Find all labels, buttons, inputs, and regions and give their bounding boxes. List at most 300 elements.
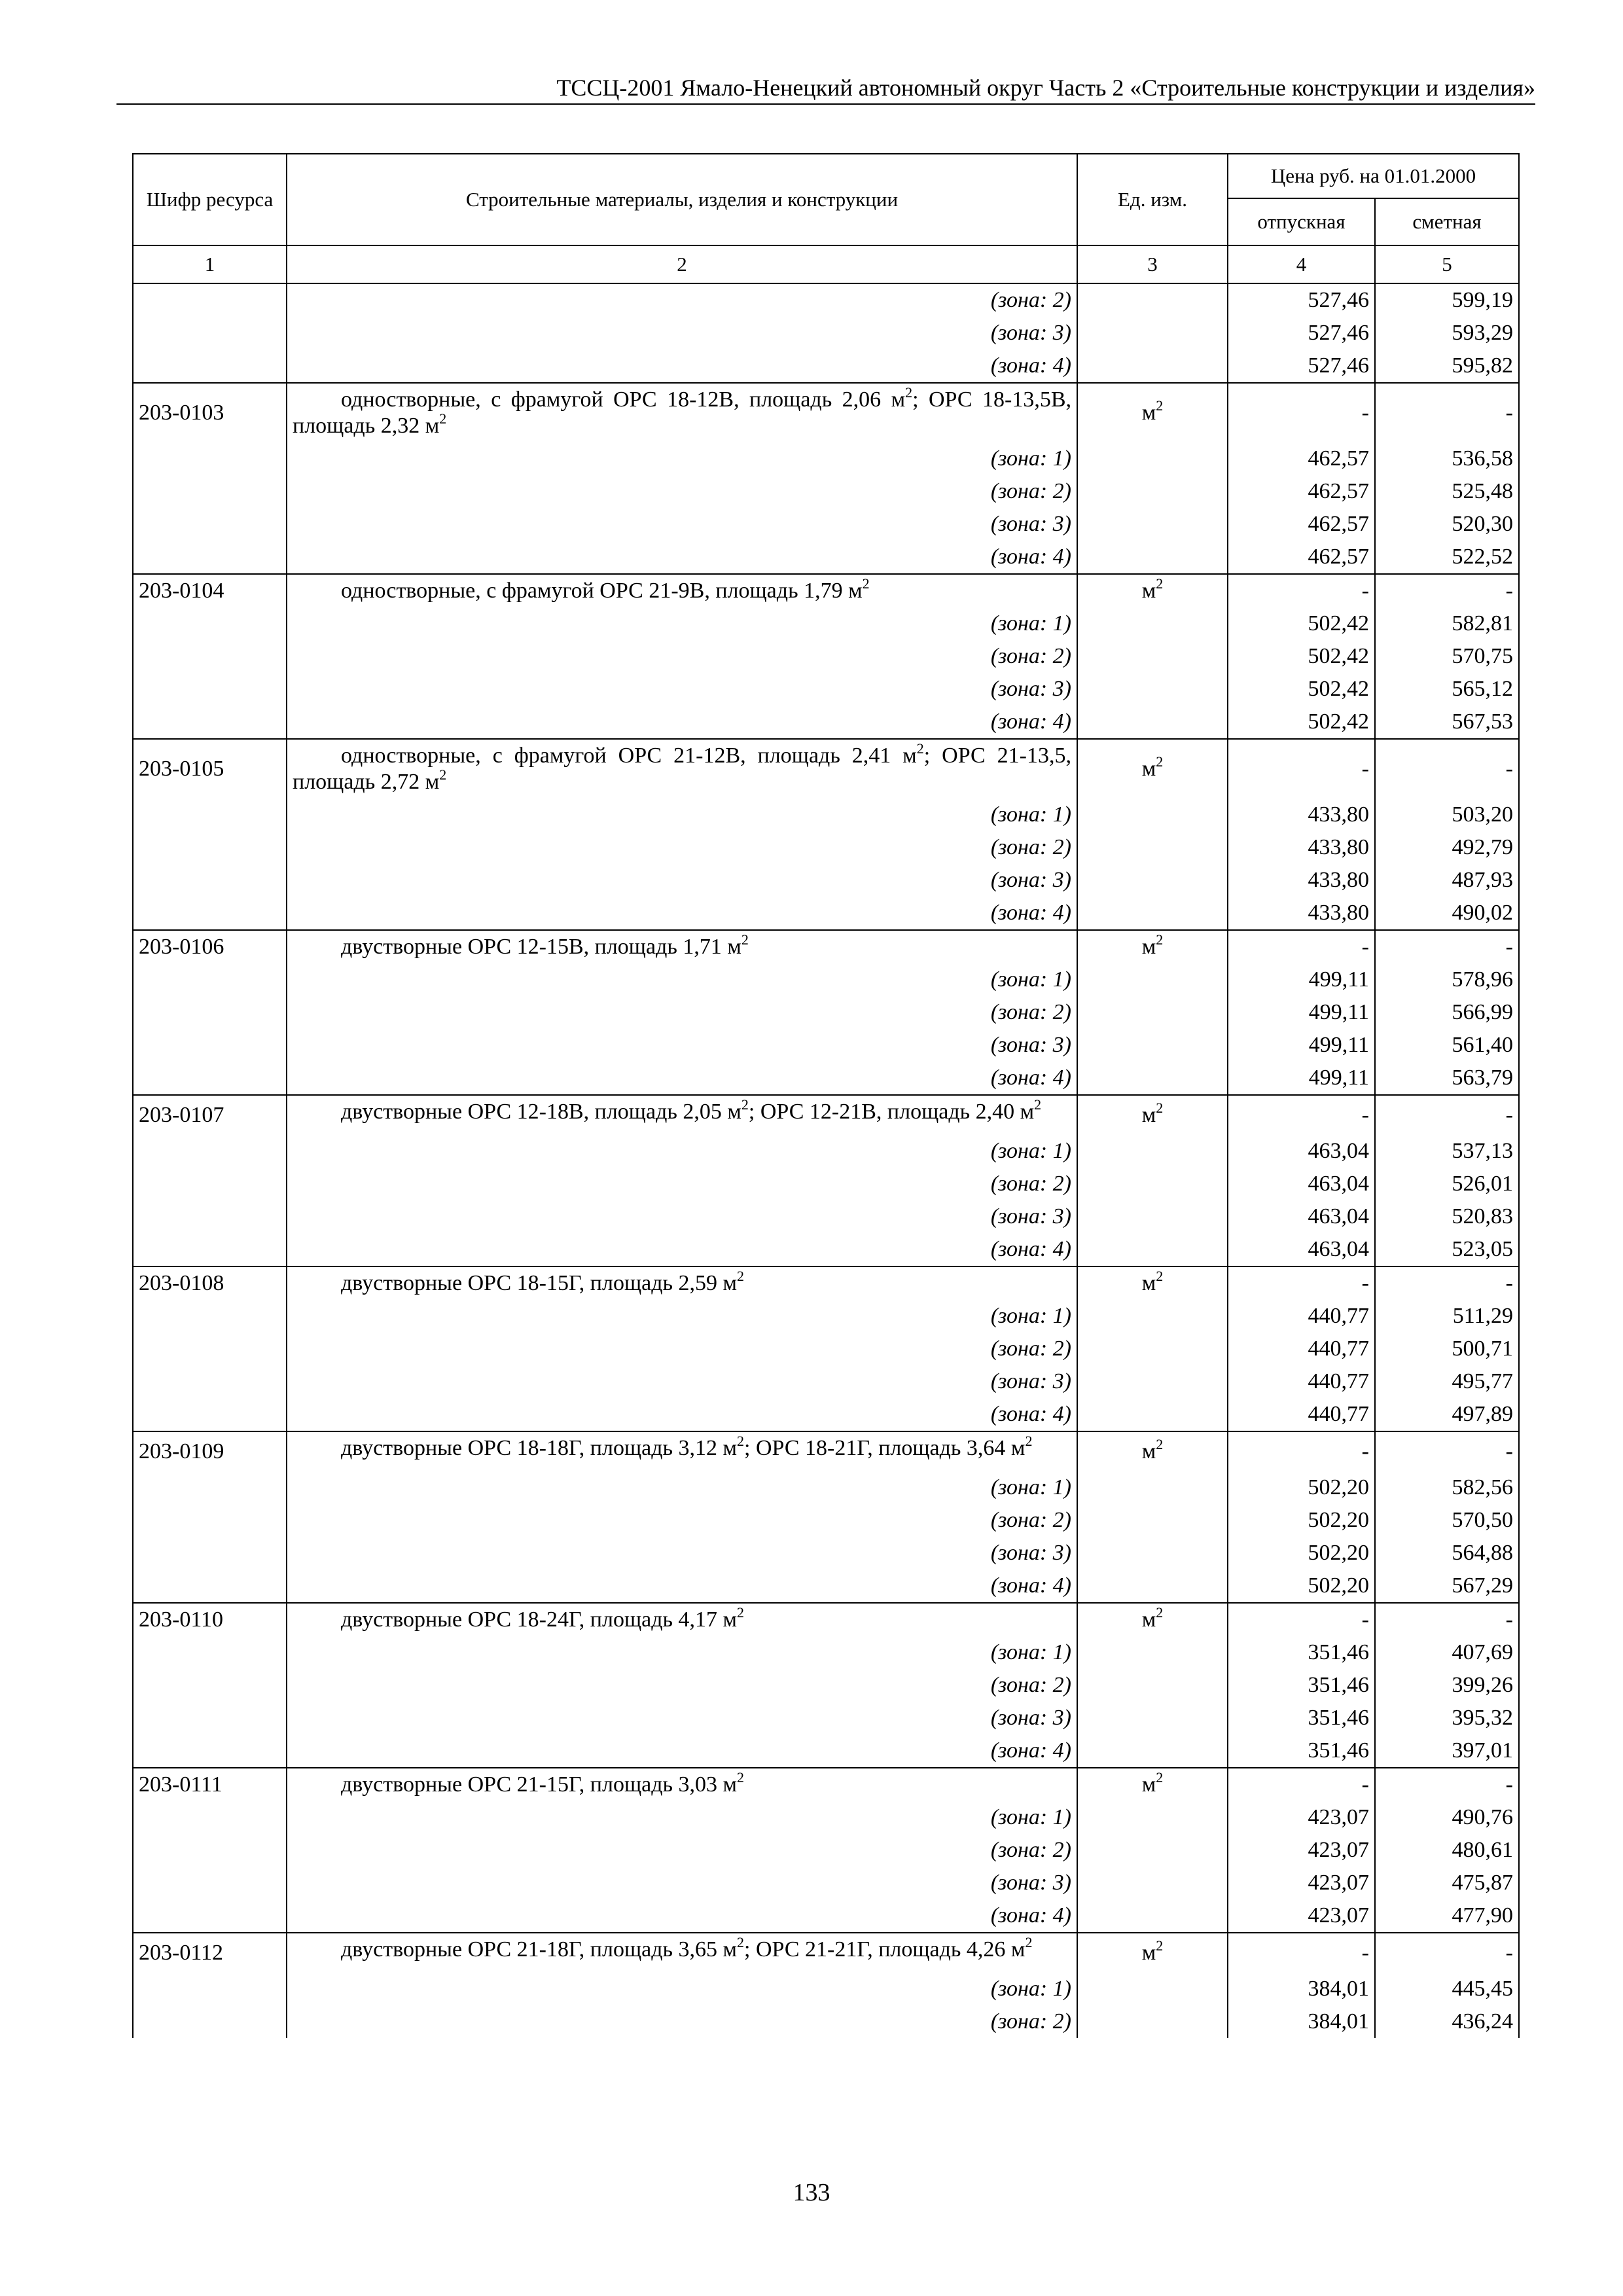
release-price: 351,46: [1228, 1702, 1375, 1734]
col-header-release: отпускная: [1228, 198, 1375, 245]
unit-superscript: 2: [1156, 1604, 1164, 1621]
estimate-price: -: [1375, 930, 1519, 963]
code-cell-empty: [133, 1029, 287, 1062]
release-price: 499,11: [1228, 1062, 1375, 1095]
zone-label: (зона: 3): [287, 317, 1077, 350]
unit-cell-empty: [1077, 317, 1228, 350]
item-description: [287, 574, 1077, 607]
zone-row: [133, 350, 1519, 383]
release-price: 462,57: [1228, 475, 1375, 508]
code-cell-empty: [133, 1398, 287, 1431]
col-number: 4: [1228, 245, 1375, 283]
zone-row: [133, 1702, 1519, 1734]
unit-cell: [1077, 1266, 1228, 1300]
unit-cell-empty: [1077, 1300, 1228, 1333]
zone-label: (зона: 3): [287, 508, 1077, 541]
unit-cell: [1077, 739, 1228, 798]
unit-text: м: [1141, 1271, 1156, 1295]
item-group: [133, 1933, 1519, 2038]
code-cell-empty: [133, 541, 287, 574]
superscript: 2: [737, 1432, 745, 1449]
zone-label: (зона: 1): [287, 442, 1077, 475]
unit-cell-empty: [1077, 1504, 1228, 1537]
unit-cell-empty: [1077, 2005, 1228, 2038]
unit-cell-empty: [1077, 442, 1228, 475]
release-price: -: [1228, 574, 1375, 607]
item-group: [133, 1095, 1519, 1266]
resource-code: 203-0111: [133, 1768, 287, 1801]
zone-row: [133, 1398, 1519, 1431]
zone-row: [133, 640, 1519, 673]
zone-row: [133, 1834, 1519, 1867]
estimate-price: 399,26: [1375, 1669, 1519, 1702]
release-price: 502,42: [1228, 607, 1375, 640]
release-price: -: [1228, 1095, 1375, 1135]
superscript: 2: [737, 1768, 745, 1785]
zone-label: (зона: 1): [287, 1300, 1077, 1333]
estimate-price: 497,89: [1375, 1398, 1519, 1431]
description-text: ; ОРС 18-21Г, площадь 3,64 м: [744, 1436, 1026, 1460]
item-row: [133, 739, 1519, 798]
code-cell-empty: [133, 798, 287, 831]
estimate-price: 500,71: [1375, 1333, 1519, 1365]
zone-row: [133, 541, 1519, 574]
zone-label: (зона: 2): [287, 1669, 1077, 1702]
item-row: [133, 574, 1519, 607]
item-description: [287, 930, 1077, 963]
col-number: 5: [1375, 245, 1519, 283]
zone-label: (зона: 4): [287, 897, 1077, 930]
release-price: 502,42: [1228, 640, 1375, 673]
estimate-price: 563,79: [1375, 1062, 1519, 1095]
estimate-price: 578,96: [1375, 963, 1519, 996]
estimate-price: 599,19: [1375, 283, 1519, 317]
release-price: 463,04: [1228, 1135, 1375, 1168]
release-price: 423,07: [1228, 1801, 1375, 1834]
unit-superscript: 2: [1156, 1435, 1164, 1452]
unit-cell-empty: [1077, 1636, 1228, 1669]
unit-text: м: [1141, 401, 1156, 425]
estimate-price: 397,01: [1375, 1734, 1519, 1768]
unit-cell-empty: [1077, 607, 1228, 640]
zone-label: (зона: 2): [287, 1504, 1077, 1537]
estimate-price: 564,88: [1375, 1537, 1519, 1570]
estimate-price: 503,20: [1375, 798, 1519, 831]
zone-label: (зона: 2): [287, 1834, 1077, 1867]
unit-superscript: 2: [1156, 1267, 1164, 1284]
item-description: [287, 1603, 1077, 1636]
estimate-price: 561,40: [1375, 1029, 1519, 1062]
zone-row: [133, 475, 1519, 508]
unit-cell-empty: [1077, 1734, 1228, 1768]
zone-row: [133, 1333, 1519, 1365]
zone-row: [133, 996, 1519, 1029]
code-cell-empty: [133, 442, 287, 475]
superscript: 2: [1025, 1432, 1033, 1449]
item-description: [287, 1431, 1077, 1471]
superscript: 2: [439, 766, 447, 783]
unit-cell-empty: [1077, 1135, 1228, 1168]
release-price: 351,46: [1228, 1669, 1375, 1702]
estimate-price: 525,48: [1375, 475, 1519, 508]
resource-code: 203-0103: [133, 383, 287, 442]
zone-label: (зона: 3): [287, 1867, 1077, 1899]
zone-label: (зона: 1): [287, 798, 1077, 831]
estimate-price: 492,79: [1375, 831, 1519, 864]
code-cell-empty: [133, 350, 287, 383]
release-price: 502,42: [1228, 706, 1375, 739]
unit-superscript: 2: [1156, 397, 1164, 414]
zone-row: [133, 963, 1519, 996]
zone-label: (зона: 2): [287, 1333, 1077, 1365]
description-text: ; ОРС 21-13,5, площадь 2,72 м: [293, 744, 1071, 794]
code-cell-empty: [133, 1801, 287, 1834]
release-price: 463,04: [1228, 1168, 1375, 1200]
estimate-price: -: [1375, 1266, 1519, 1300]
release-price: 462,57: [1228, 442, 1375, 475]
zone-label: (зона: 2): [287, 640, 1077, 673]
estimate-price: 477,90: [1375, 1899, 1519, 1933]
resource-code: 203-0112: [133, 1933, 287, 1973]
resource-code: 203-0106: [133, 930, 287, 963]
unit-cell-empty: [1077, 1062, 1228, 1095]
code-cell-empty: [133, 1233, 287, 1266]
release-price: 502,20: [1228, 1504, 1375, 1537]
code-cell-empty: [133, 1333, 287, 1365]
unit-superscript: 2: [1156, 575, 1164, 592]
release-price: -: [1228, 1266, 1375, 1300]
unit-cell: [1077, 1095, 1228, 1135]
code-cell-empty: [133, 706, 287, 739]
release-price: 433,80: [1228, 798, 1375, 831]
code-cell-empty: [133, 2005, 287, 2038]
header-rule: [116, 103, 1535, 105]
release-price: 423,07: [1228, 1899, 1375, 1933]
zone-row: [133, 1471, 1519, 1504]
code-cell-empty: [133, 317, 287, 350]
code-cell-empty: [133, 1899, 287, 1933]
price-table: [132, 153, 1520, 2038]
superscript: 2: [737, 1604, 745, 1621]
description-text: ; ОРС 21-21Г, площадь 4,26 м: [744, 1937, 1026, 1962]
description-text: двустворные ОРС 12-15В, площадь 1,71 м: [341, 935, 741, 959]
release-price: 502,20: [1228, 1537, 1375, 1570]
code-cell-empty: [133, 1834, 287, 1867]
estimate-price: 520,83: [1375, 1200, 1519, 1233]
unit-cell-empty: [1077, 864, 1228, 897]
zone-row: [133, 283, 1519, 317]
estimate-price: 566,99: [1375, 996, 1519, 1029]
resource-code: 203-0108: [133, 1266, 287, 1300]
estimate-price: 523,05: [1375, 1233, 1519, 1266]
col-number: 1: [133, 245, 287, 283]
item-description: [287, 383, 1077, 442]
resource-code: 203-0107: [133, 1095, 287, 1135]
zone-row: [133, 673, 1519, 706]
unit-superscript: 2: [1156, 1099, 1164, 1116]
zone-label: (зона: 1): [287, 607, 1077, 640]
estimate-price: -: [1375, 739, 1519, 798]
zone-label: (зона: 3): [287, 864, 1077, 897]
unit-cell-empty: [1077, 897, 1228, 930]
description-text: одностворные, с фрамугой ОРС 21-12В, площадь 2,41 м: [341, 744, 917, 768]
estimate-price: -: [1375, 383, 1519, 442]
code-cell-empty: [133, 1669, 287, 1702]
item-description: [287, 1768, 1077, 1801]
description-text: двустворные ОРС 12-18В, площадь 2,05 м: [341, 1100, 741, 1124]
zone-label: (зона: 4): [287, 1398, 1077, 1431]
zone-row: [133, 1636, 1519, 1669]
unit-text: м: [1141, 1941, 1156, 1965]
estimate-price: -: [1375, 1095, 1519, 1135]
unit-cell-empty: [1077, 640, 1228, 673]
code-cell-empty: [133, 864, 287, 897]
item-group: [133, 574, 1519, 739]
release-price: -: [1228, 1603, 1375, 1636]
superscript: 2: [737, 1267, 745, 1284]
zone-row: [133, 1537, 1519, 1570]
release-price: 440,77: [1228, 1365, 1375, 1398]
unit-text: м: [1141, 935, 1156, 959]
estimate-price: 520,30: [1375, 508, 1519, 541]
code-cell-empty: [133, 1504, 287, 1537]
col-number: 3: [1077, 245, 1228, 283]
unit-cell: [1077, 1603, 1228, 1636]
zone-row: [133, 831, 1519, 864]
release-price: 351,46: [1228, 1734, 1375, 1768]
superscript: 2: [1025, 1933, 1033, 1950]
unit-cell: [1077, 1768, 1228, 1801]
unit-text: м: [1141, 579, 1156, 603]
superscript: 2: [741, 1096, 749, 1113]
estimate-price: 495,77: [1375, 1365, 1519, 1398]
estimate-price: 522,52: [1375, 541, 1519, 574]
estimate-price: -: [1375, 1933, 1519, 1973]
unit-cell-empty: [1077, 1333, 1228, 1365]
code-cell-empty: [133, 897, 287, 930]
description-text: ; ОРС 18-13,5В, площадь 2,32 м: [293, 387, 1071, 438]
unit-superscript: 2: [1156, 931, 1164, 948]
unit-cell: [1077, 574, 1228, 607]
zone-row: [133, 1867, 1519, 1899]
estimate-price: 445,45: [1375, 1973, 1519, 2005]
zone-row: [133, 1504, 1519, 1537]
unit-cell-empty: [1077, 1200, 1228, 1233]
unit-cell-empty: [1077, 1570, 1228, 1603]
zone-label: (зона: 2): [287, 831, 1077, 864]
zone-row: [133, 2005, 1519, 2038]
estimate-price: 536,58: [1375, 442, 1519, 475]
item-row: [133, 1431, 1519, 1471]
col-header-unit: Ед. изм.: [1077, 154, 1228, 245]
estimate-price: -: [1375, 1768, 1519, 1801]
zone-label: (зона: 2): [287, 996, 1077, 1029]
col-header-name: Строительные материалы, изделия и конструкции: [287, 154, 1077, 245]
estimate-price: 490,76: [1375, 1801, 1519, 1834]
estimate-price: 475,87: [1375, 1867, 1519, 1899]
zone-row: [133, 1300, 1519, 1333]
code-cell-empty: [133, 1636, 287, 1669]
estimate-price: 490,02: [1375, 897, 1519, 930]
release-price: 463,04: [1228, 1233, 1375, 1266]
release-price: 499,11: [1228, 963, 1375, 996]
release-price: 440,77: [1228, 1333, 1375, 1365]
unit-cell-empty: [1077, 1168, 1228, 1200]
col-header-price-group: Цена руб. на 01.01.2000: [1228, 154, 1519, 198]
release-price: 433,80: [1228, 831, 1375, 864]
superscript: 2: [1034, 1096, 1042, 1113]
unit-cell-empty: [1077, 831, 1228, 864]
release-price: 502,20: [1228, 1570, 1375, 1603]
zone-label: (зона: 1): [287, 1973, 1077, 2005]
description-text: двустворные ОРС 18-15Г, площадь 2,59 м: [341, 1271, 738, 1295]
description-text: ; ОРС 12-21В, площадь 2,40 м: [748, 1100, 1035, 1124]
item-group: [133, 1768, 1519, 1933]
release-price: 423,07: [1228, 1834, 1375, 1867]
zone-label: (зона: 2): [287, 2005, 1077, 2038]
estimate-price: -: [1375, 574, 1519, 607]
zone-row: [133, 317, 1519, 350]
unit-cell-empty: [1077, 963, 1228, 996]
item-group: [133, 1266, 1519, 1431]
unit-text: м: [1141, 1772, 1156, 1797]
release-price: 502,42: [1228, 673, 1375, 706]
code-cell-empty: [133, 673, 287, 706]
estimate-price: -: [1375, 1603, 1519, 1636]
unit-cell: [1077, 930, 1228, 963]
code-cell-empty: [133, 1973, 287, 2005]
code-cell-empty: [133, 1702, 287, 1734]
item-description: [287, 1933, 1077, 1973]
description-text: двустворные ОРС 21-18Г, площадь 3,65 м: [341, 1937, 738, 1962]
zone-row: [133, 1801, 1519, 1834]
zone-label: (зона: 3): [287, 1702, 1077, 1734]
zone-label: (зона: 4): [287, 541, 1077, 574]
release-price: -: [1228, 383, 1375, 442]
release-price: 433,80: [1228, 864, 1375, 897]
zone-row: [133, 607, 1519, 640]
unit-cell-empty: [1077, 673, 1228, 706]
zone-row: [133, 1669, 1519, 1702]
unit-cell-empty: [1077, 1834, 1228, 1867]
zone-label: (зона: 3): [287, 1365, 1077, 1398]
zone-row: [133, 508, 1519, 541]
zone-label: (зона: 1): [287, 1636, 1077, 1669]
release-price: 384,01: [1228, 1973, 1375, 2005]
description-text: двустворные ОРС 21-15Г, площадь 3,03 м: [341, 1772, 738, 1797]
col-number: 2: [287, 245, 1077, 283]
estimate-price: 570,50: [1375, 1504, 1519, 1537]
unit-cell: [1077, 1431, 1228, 1471]
zone-row: [133, 1973, 1519, 2005]
release-price: 499,11: [1228, 996, 1375, 1029]
zone-label: (зона: 4): [287, 350, 1077, 383]
item-group: [133, 1603, 1519, 1768]
page-number: 133: [793, 2179, 830, 2206]
unit-superscript: 2: [1156, 1937, 1164, 1954]
item-group: [133, 930, 1519, 1095]
estimate-price: 511,29: [1375, 1300, 1519, 1333]
code-cell-empty: [133, 640, 287, 673]
zone-label: (зона: 4): [287, 1570, 1077, 1603]
code-cell-empty: [133, 1200, 287, 1233]
superscript: 2: [439, 410, 447, 427]
unit-text: м: [1141, 1103, 1156, 1127]
superscript: 2: [737, 1933, 745, 1950]
item-row: [133, 930, 1519, 963]
unit-superscript: 2: [1156, 1768, 1164, 1785]
estimate-price: 567,53: [1375, 706, 1519, 739]
code-cell-empty: [133, 508, 287, 541]
estimate-price: 593,29: [1375, 317, 1519, 350]
code-cell-empty: [133, 1168, 287, 1200]
estimate-price: 526,01: [1375, 1168, 1519, 1200]
item-description: [287, 739, 1077, 798]
release-price: 502,20: [1228, 1471, 1375, 1504]
unit-cell-empty: [1077, 541, 1228, 574]
code-cell-empty: [133, 1471, 287, 1504]
estimate-price: 570,75: [1375, 640, 1519, 673]
unit-cell-empty: [1077, 706, 1228, 739]
item-group: [133, 383, 1519, 574]
zone-label: (зона: 2): [287, 283, 1077, 317]
item-row: [133, 1933, 1519, 1973]
zone-row: [133, 1365, 1519, 1398]
code-cell-empty: [133, 1365, 287, 1398]
code-cell-empty: [133, 1300, 287, 1333]
unit-cell-empty: [1077, 475, 1228, 508]
code-cell-empty: [133, 831, 287, 864]
code-cell-empty: [133, 1135, 287, 1168]
release-price: 423,07: [1228, 1867, 1375, 1899]
unit-cell-empty: [1077, 1233, 1228, 1266]
zone-label: (зона: 3): [287, 1537, 1077, 1570]
estimate-price: 407,69: [1375, 1636, 1519, 1669]
release-price: 462,57: [1228, 541, 1375, 574]
zone-row: [133, 1570, 1519, 1603]
unit-cell-empty: [1077, 1899, 1228, 1933]
unit-cell-empty: [1077, 1471, 1228, 1504]
code-cell-empty: [133, 996, 287, 1029]
unit-cell: [1077, 1933, 1228, 1973]
col-header-code: Шифр ресурса: [133, 154, 287, 245]
code-cell-empty: [133, 1570, 287, 1603]
unit-cell-empty: [1077, 1029, 1228, 1062]
code-cell-empty: [133, 1537, 287, 1570]
zone-label: (зона: 1): [287, 1471, 1077, 1504]
code-cell-empty: [133, 1734, 287, 1768]
superscript: 2: [916, 740, 924, 757]
estimate-price: 480,61: [1375, 1834, 1519, 1867]
release-price: 351,46: [1228, 1636, 1375, 1669]
unit-text: м: [1141, 757, 1156, 781]
estimate-price: 567,29: [1375, 1570, 1519, 1603]
release-price: 462,57: [1228, 508, 1375, 541]
item-description: [287, 1095, 1077, 1135]
release-price: 527,46: [1228, 283, 1375, 317]
code-cell-empty: [133, 1062, 287, 1095]
unit-cell-empty: [1077, 1537, 1228, 1570]
zone-row: [133, 1062, 1519, 1095]
zone-row: [133, 798, 1519, 831]
code-cell-empty: [133, 1867, 287, 1899]
zone-row: [133, 864, 1519, 897]
unit-cell-empty: [1077, 1973, 1228, 2005]
zone-label: (зона: 4): [287, 1062, 1077, 1095]
unit-cell: [1077, 383, 1228, 442]
unit-cell-empty: [1077, 1801, 1228, 1834]
zone-label: (зона: 2): [287, 1168, 1077, 1200]
